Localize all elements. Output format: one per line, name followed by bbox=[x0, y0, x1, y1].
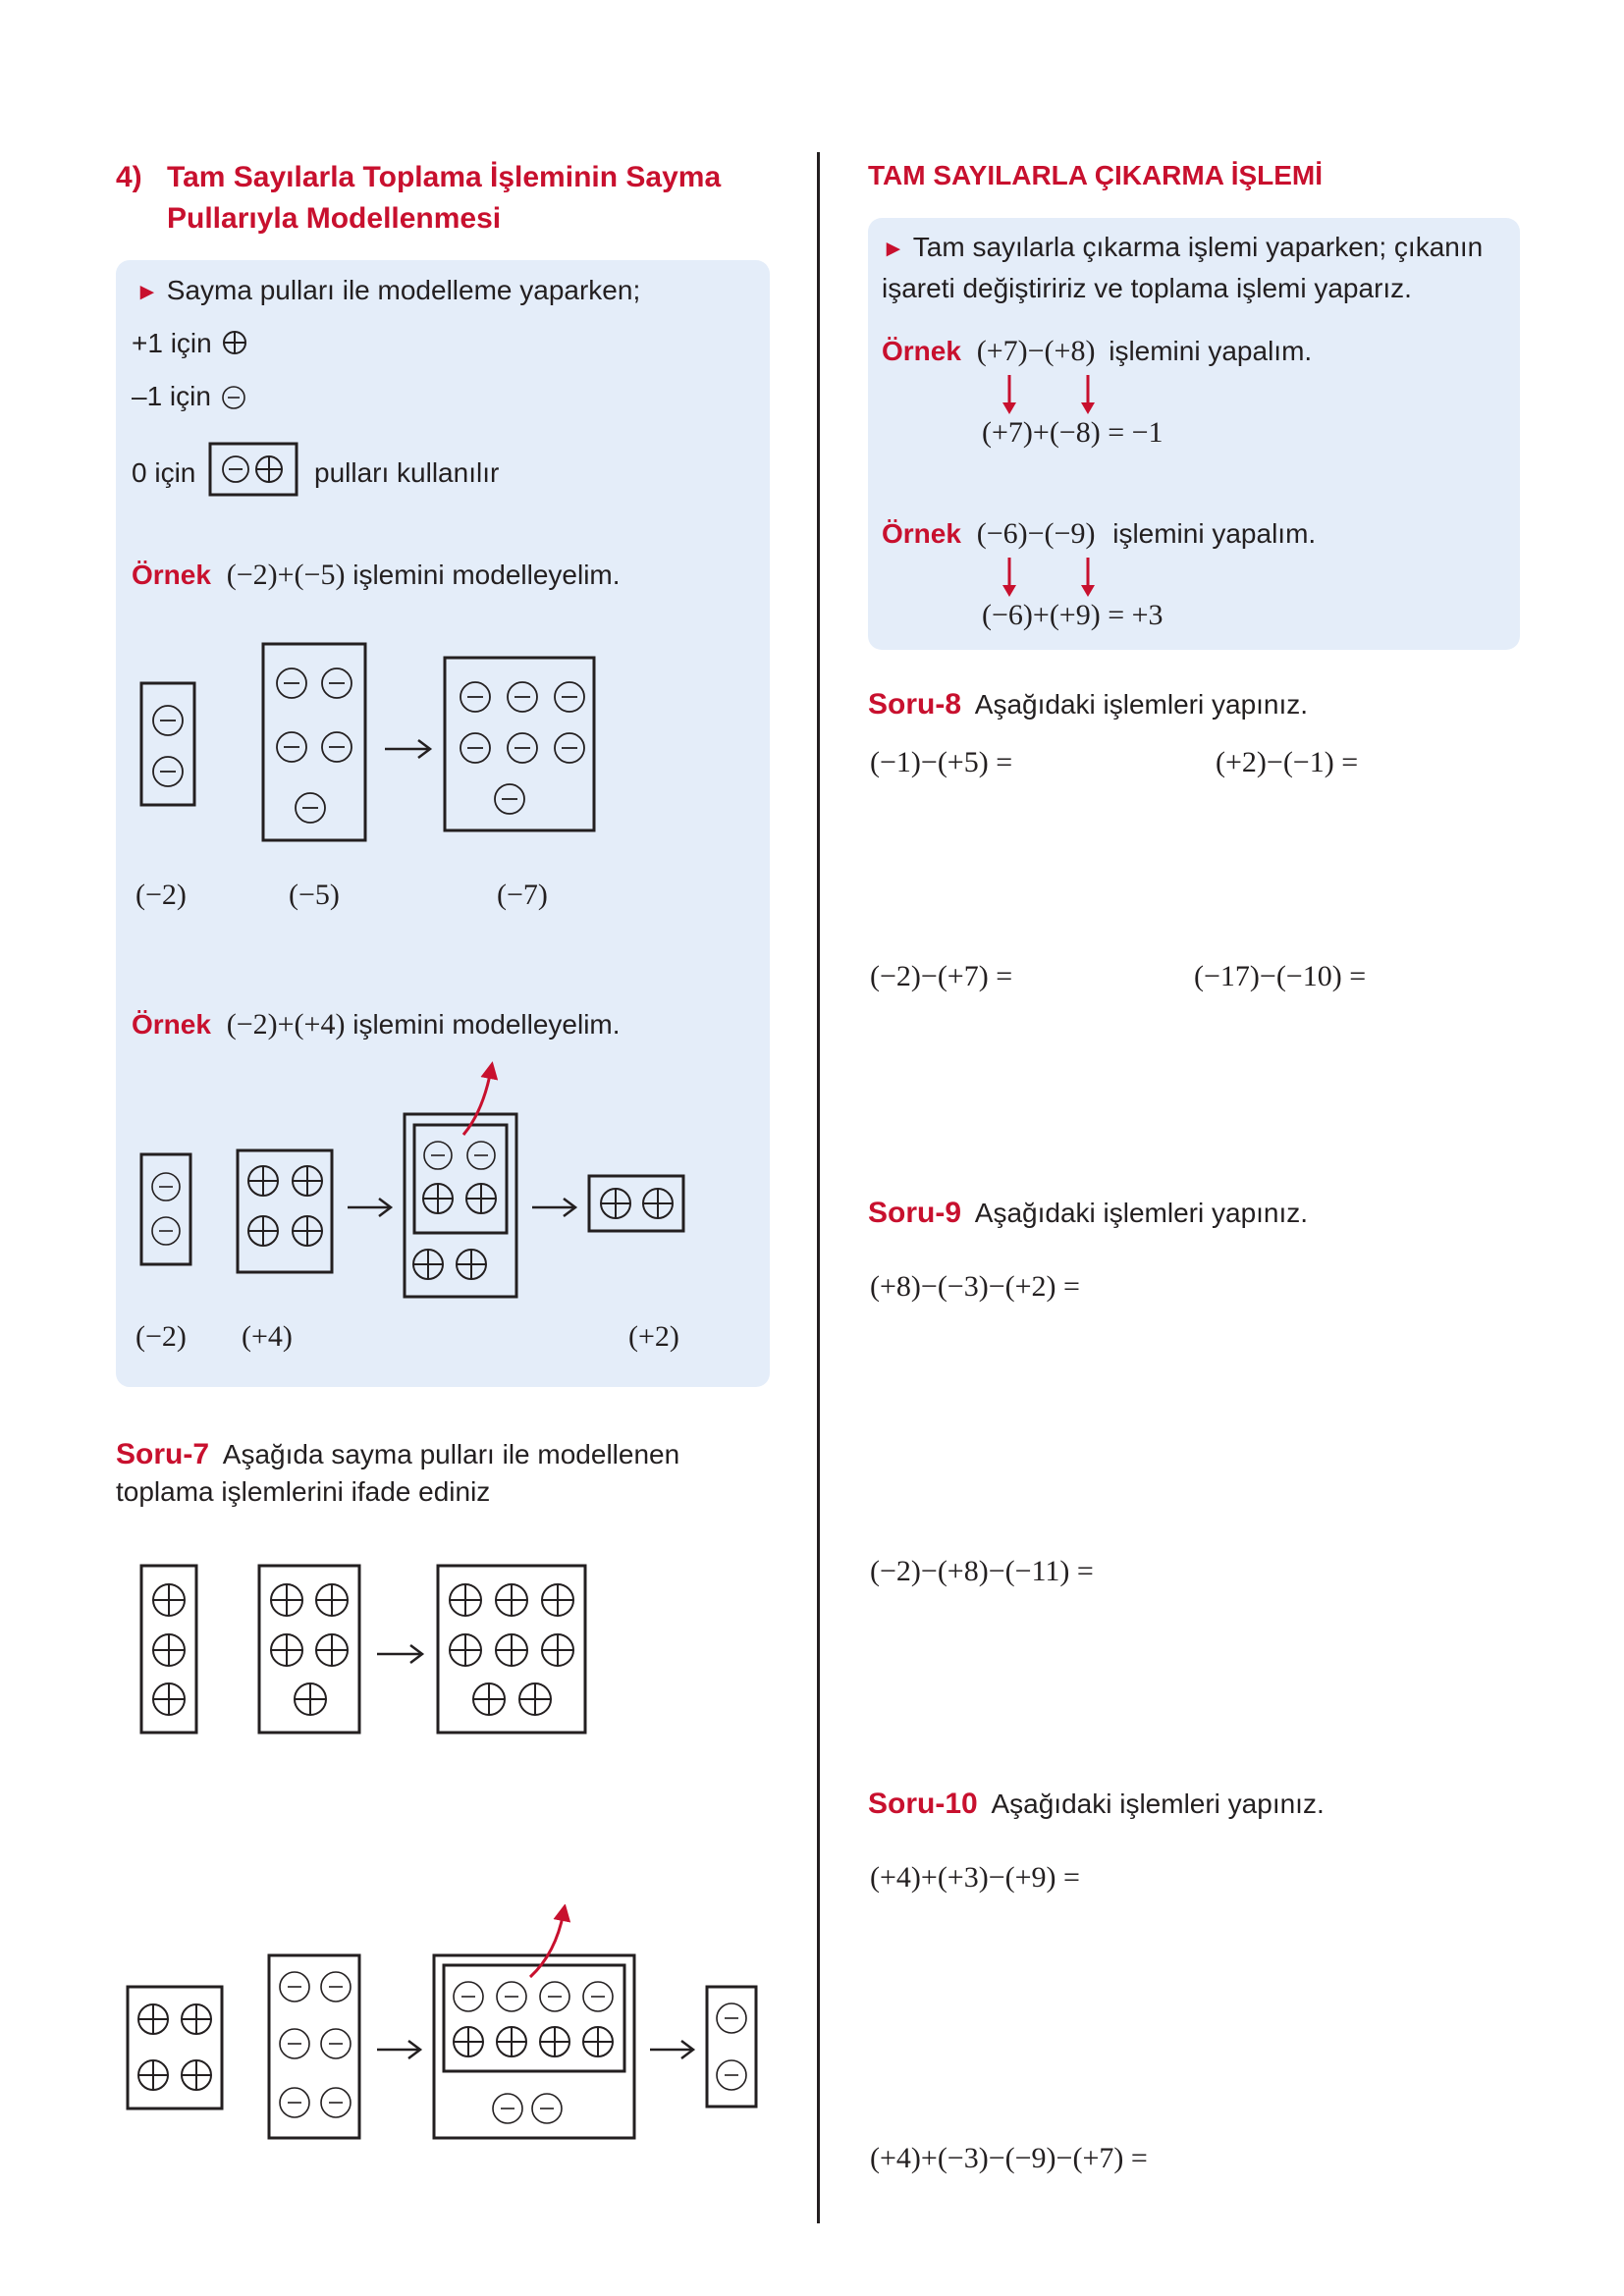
example1-line bbox=[132, 556, 621, 595]
question-label: Soru-8 bbox=[868, 688, 962, 721]
triangle-right-icon: ► bbox=[135, 279, 159, 305]
question-label: Soru-7 bbox=[116, 1438, 210, 1470]
arrow-right-icon bbox=[650, 2041, 693, 2058]
arrow-right-icon bbox=[532, 1199, 575, 1216]
intro-text: ► Sayma pulları ile modelleme yaparken; bbox=[135, 275, 641, 305]
question-text: Aşağıdaki işlemleri yapınız. bbox=[974, 1198, 1309, 1228]
soru9-item-2: (−2)−(+8)−(−11) = bbox=[870, 1555, 1094, 1587]
arrow-right-icon bbox=[385, 740, 430, 758]
soru7-model-1 bbox=[128, 1556, 599, 1742]
section-title bbox=[167, 157, 795, 240]
example-label: Örnek bbox=[132, 560, 211, 590]
sub-example2-line bbox=[882, 514, 1316, 554]
minus-chip-icon bbox=[219, 383, 248, 412]
soru8-item-3: (−2)−(+7) = bbox=[870, 960, 1013, 992]
caption-minus5: (−5) bbox=[289, 879, 340, 911]
example-expression: (−6)−(−9) bbox=[976, 517, 1096, 550]
question-text: Aşağıda sayma pulları ile modellenen bbox=[222, 1439, 680, 1469]
question-label: Soru-10 bbox=[868, 1788, 978, 1820]
sub-example2-arrows bbox=[998, 556, 1106, 601]
soru8-item-4: (−17)−(−10) = bbox=[1194, 960, 1367, 992]
example1-chip-model bbox=[128, 638, 619, 854]
example-label: Örnek bbox=[882, 336, 961, 366]
example-label: Örnek bbox=[882, 518, 961, 549]
caption-minus7: (−7) bbox=[497, 879, 548, 911]
soru7-line1 bbox=[116, 1435, 679, 1474]
zero-row: 0 için bbox=[132, 457, 196, 488]
column-divider bbox=[817, 152, 820, 2223]
caption-minus2: (−2) bbox=[135, 879, 187, 911]
soru10-item-1: (+4)+(+3)−(+9) = bbox=[870, 1861, 1080, 1894]
question-label: Soru-9 bbox=[868, 1197, 962, 1229]
minus-one-row: –1 için bbox=[132, 377, 248, 416]
soru9-heading bbox=[868, 1194, 1308, 1233]
arrow-right-icon bbox=[377, 2041, 420, 2058]
triangle-right-icon: ► bbox=[882, 236, 905, 262]
example-text: işlemini modelleyelim. bbox=[352, 560, 621, 590]
section-title-line1: Tam Sayılarla Toplama İşleminin Sayma bbox=[167, 161, 722, 193]
arrow-right-icon bbox=[377, 1645, 422, 1663]
soru7-line2: toplama işlemlerini ifade ediniz bbox=[116, 1476, 491, 1507]
example-text: işlemini yapalım. bbox=[1109, 336, 1313, 366]
section-title-line2: Pullarıyla Modellenmesi bbox=[167, 202, 502, 235]
soru8-heading bbox=[868, 685, 1308, 724]
example2-chip-model bbox=[128, 1060, 697, 1306]
rule-line2: işareti değiştiririz ve toplama işlemi yaparız. bbox=[882, 273, 1412, 303]
caption-plus2: (+2) bbox=[628, 1320, 679, 1353]
example-expression: (+7)−(+8) bbox=[976, 335, 1096, 367]
soru7-model-2 bbox=[118, 1904, 766, 2160]
sub-example1-result: (+7)+(−8) = −1 bbox=[982, 416, 1164, 449]
example-label: Örnek bbox=[132, 1009, 211, 1040]
question-text: Aşağıdaki işlemleri yapınız. bbox=[991, 1789, 1325, 1819]
subtraction-heading: TAM SAYILARLA ÇIKARMA İŞLEMİ bbox=[868, 160, 1324, 190]
arrow-right-icon bbox=[348, 1199, 391, 1216]
question-text: Aşağıdaki işlemleri yapınız. bbox=[974, 689, 1309, 720]
sub-example1-line bbox=[882, 332, 1312, 371]
plus-one-row: +1 için bbox=[132, 324, 249, 363]
soru10-heading bbox=[868, 1785, 1325, 1824]
zero-pair-box bbox=[208, 442, 300, 499]
section-number: 4) bbox=[116, 161, 142, 193]
caption-minus2: (−2) bbox=[135, 1320, 187, 1353]
soru8-item-1: (−1)−(+5) = bbox=[870, 746, 1013, 778]
soru8-item-2: (+2)−(−1) = bbox=[1216, 746, 1359, 778]
sub-example1-arrows bbox=[998, 373, 1106, 418]
sub-example2-result: (−6)+(+9) = +3 bbox=[982, 599, 1164, 631]
plus-chip-icon bbox=[220, 328, 249, 357]
example2-line bbox=[132, 1005, 621, 1044]
caption-plus4: (+4) bbox=[242, 1320, 293, 1353]
example-text: işlemini modelleyelim. bbox=[352, 1009, 621, 1040]
soru9-item-1: (+8)−(−3)−(+2) = bbox=[870, 1270, 1080, 1303]
subtraction-rule: ► Tam sayılarla çıkarma işlemi yaparken; çıkanın işareti değiştiririz ve toplama işlemi yaparız. bbox=[882, 228, 1510, 308]
example-expression: (−2)+(+4) bbox=[226, 1008, 346, 1041]
zero-suffix: pulları kullanılır bbox=[314, 457, 500, 488]
soru10-item-2: (+4)+(−3)−(−9)−(+7) = bbox=[870, 2142, 1148, 2174]
example-text: işlemini yapalım. bbox=[1112, 518, 1317, 549]
example-expression: (−2)+(−5) bbox=[226, 559, 346, 591]
